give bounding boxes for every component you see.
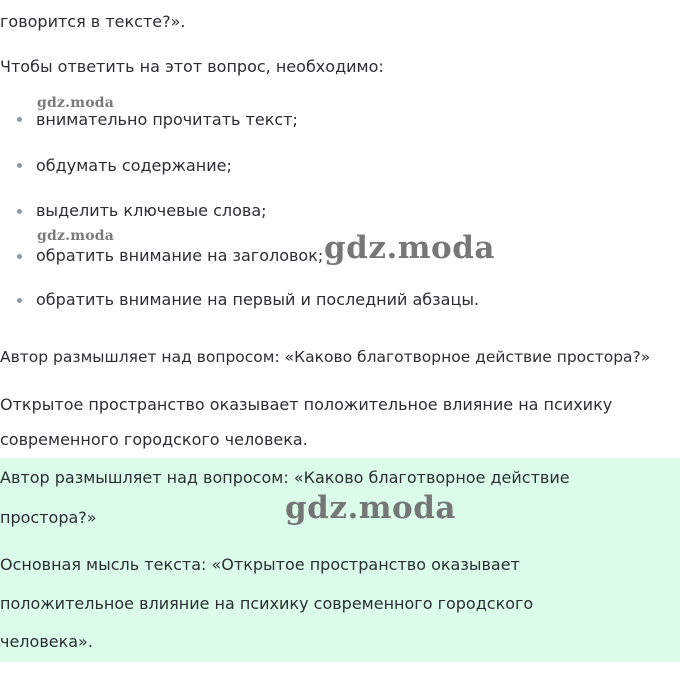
list-item-text: обдумать содержание; [36, 156, 232, 175]
watermark-large: gdz.moda [285, 490, 456, 526]
idea-line-1: Открытое пространство оказывает положительное влияние на психику [0, 395, 613, 414]
answer-question-line-1: Автор размышляет над вопросом: «Каково благотворное действие [0, 468, 570, 487]
bullet-dot [17, 209, 22, 214]
bullet-dot [17, 117, 22, 122]
question-line: Автор размышляет над вопросом: «Каково благотворное действие простора?» [0, 348, 651, 366]
idea-line-2: современного городского человека. [0, 430, 308, 449]
watermark-small: gdz.moda [37, 228, 115, 244]
watermark-small: gdz.moda [37, 95, 115, 111]
lead-text: Чтобы ответить на этот вопрос, необходимо: [0, 57, 384, 76]
bullet-dot [17, 163, 22, 168]
list-item-text: обратить внимание на первый и последний абзацы. [36, 290, 480, 309]
bullet-dot [17, 254, 22, 259]
answer-main-idea-line-3: человека». [0, 632, 93, 651]
watermark-large: gdz.moda [324, 230, 495, 266]
bullet-dot [17, 298, 22, 303]
list-item-text: внимательно прочитать текст; [36, 110, 298, 129]
answer-question-line-2: простора?» [0, 508, 97, 527]
answer-main-idea-line-1: Основная мысль текста: «Открытое пространство оказывает [0, 555, 520, 574]
intro-tail: говорится в тексте?». [0, 12, 186, 31]
list-item-text: обратить внимание на заголовок; [36, 246, 324, 265]
answer-main-idea-line-2: положительное влияние на психику современного городского [0, 594, 534, 613]
list-item-text: выделить ключевые слова; [36, 201, 267, 220]
